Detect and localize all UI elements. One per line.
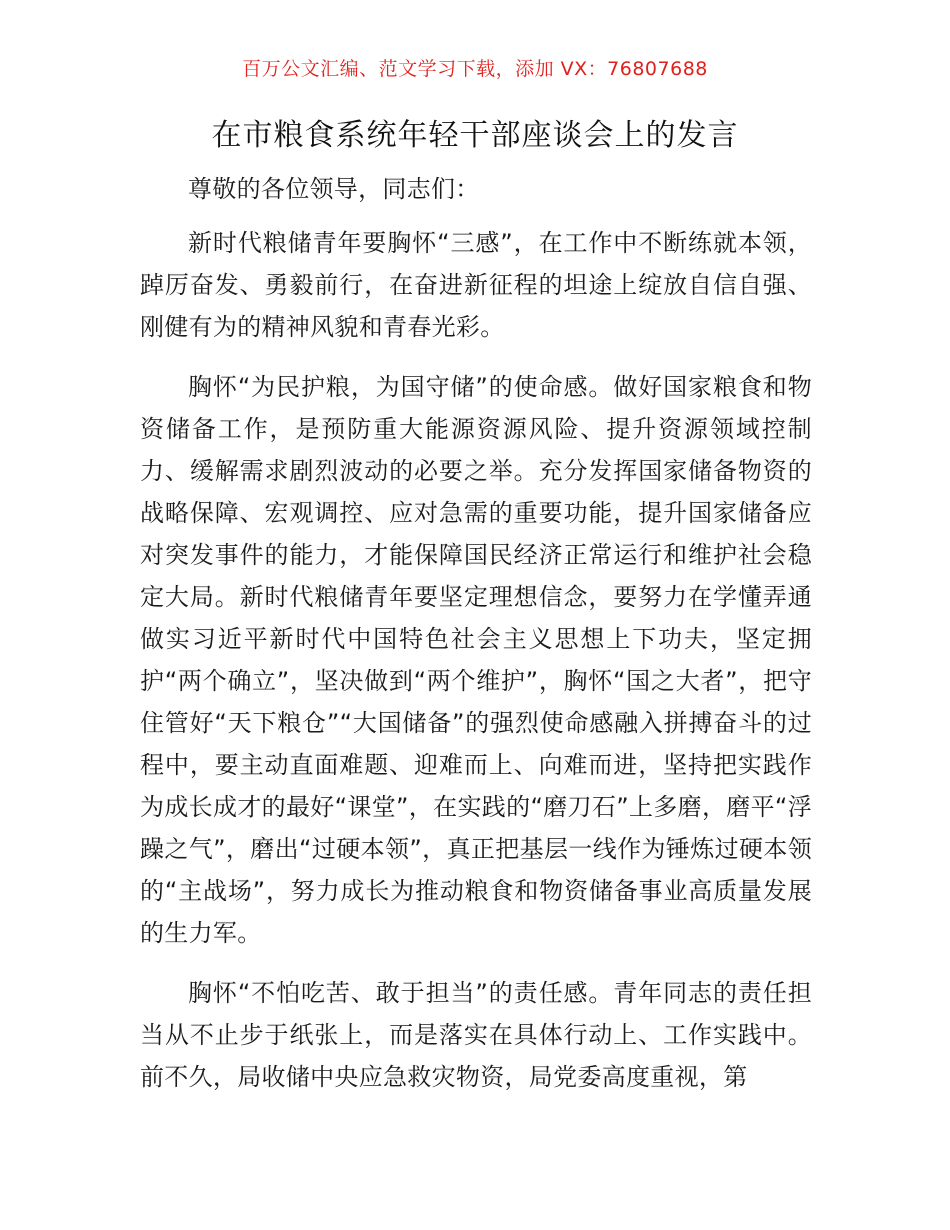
document-body [140,168,812,1116]
paragraph-1: 新时代粮储青年要胸怀“三感”，在工作中不断练就本领，踔厉奋发、勇毅前行，在奋进新征程的坦途上绽放自信自强、刚健有为的精神风貌和青春光彩。 [140,229,812,341]
paragraph-3: 胸怀“不怕吃苦、敢于担当”的责任感。青年同志的责任担当从不止步于纸张上，而是落实在具体行动上、工作实践中。前不久，局收储中央应急救灾物资，局党委高度重视，第 [140,979,812,1091]
header-banner: 百万公文汇编、范文学习下载，添加 VX：76807688 [242,58,708,80]
salutation: 尊敬的各位领导，同志们： [188,175,480,203]
paragraph-2: 胸怀“为民护粮，为国守储”的使命感。做好国家粮食和物资储备工作，是预防重大能源资源风险、提升资源领域控制力、缓解需求剧烈波动的必要之举。充分发挥国家储备物资的战略保障、宏观调控、应对急需的重要功能，提升国家储备应对突发事件的能力，才能保障国民经济正常运行和维护社会稳定大局。新时代粮储青年要坚定理想信念，要努力在学懂弄通做实习近平新时代中国特色社会主义思想上下功夫，坚定拥护“两个确立”，坚决做到“两个维护”，胸怀“国之大者”，把守住管好“天下粮仓”“大国储备”的强烈使命感融入拼搏奋斗的过程中，要主动直面难题、迎难而上、向难而进，坚持把实践作为成长成才的最好“课堂”，在实践的“磨刀石”上多磨，磨平“浮躁之气”，磨出“过硬本领”，真正把基层一线作为锤炼过硬本领的“主战场”，努力成长为推动粮食和物资储备事业高质量发展的生力军。 [140,373,812,947]
document-title: 在市粮食系统年轻干部座谈会上的发言 [211,118,739,153]
